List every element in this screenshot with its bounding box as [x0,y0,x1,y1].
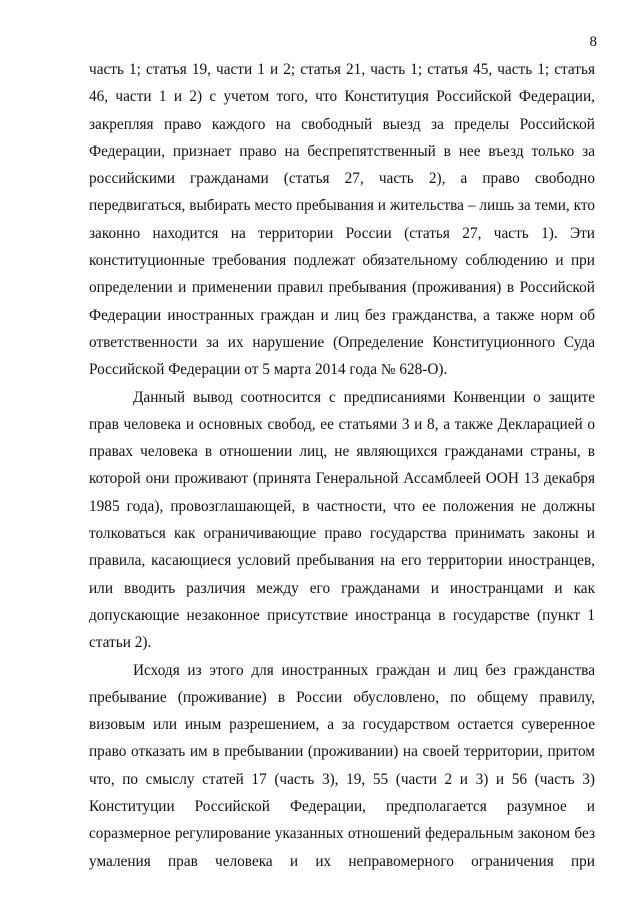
paragraph-convention-declaration: Данный вывод соотносится с предписаниями Конвенции о защите прав человека и основных свобод, ее статьями 3 и 8, а также Декларацией о правах человека в отношении лиц, не являющихся гражданами страны, в которой они проживают (принята Генеральной Ассамблеей ООН 13 декабря 1985 года), провозглашающей, в частности, что ее положения не должны толковаться как ограничивающие право государства принимать законы и правила, касающиеся условий пребывания на его территории иностранцев, или вводить различия между его гражданами и иностранцами и как допускающие незаконное присутствие иностранца в государстве (пункт 1 статьи 2). [89,388,595,652]
page-number: 8 [589,34,597,50]
document-body [89,56,595,875]
paragraph-constitutional-rights: часть 1; статья 19, части 1 и 2; статья 21, часть 1; статья 45, часть 1; статья 46, части 1 и 2) с учетом того, что Конституция Российской Федерации, закрепляя право каждого на свободный выезд за пределы Российской Федерации, признает право на беспрепятственный в нее въезд только за российскими гражданами (статья 27, часть 2), а право свободно передвигаться, выбирать место пребывания и жительства – лишь за теми, кто законно находится на территории России (статья 27, часть 1). Эти конституционные требования подлежат обязательному соблюдению и при определении и применении правил пребывания (проживания) в Российской Федерации иностранных граждан и лиц без гражданства, а также норм об ответственности за их нарушение (Определение Конституционного Суда Российской Федерации от 5 марта 2014 года № 628-О). [89,61,595,379]
paragraph-residence-regulation: Исходя из этого для иностранных граждан и лиц без гражданства пребывание (проживание) в России обусловлено, по общему правилу, визовым или иным разрешением, а за государством остается суверенное право отказать им в пребывании (проживании) на своей территории, притом что, по смыслу статей 17 (часть 3), 19, 55 (части 2 и 3) и 56 (часть 3) Конституции Российской Федерации, предполагается разумное и соразмерное регулирование указанных отношений федеральным законом без умаления прав человека и их неправомерного ограничения при [89,661,595,870]
